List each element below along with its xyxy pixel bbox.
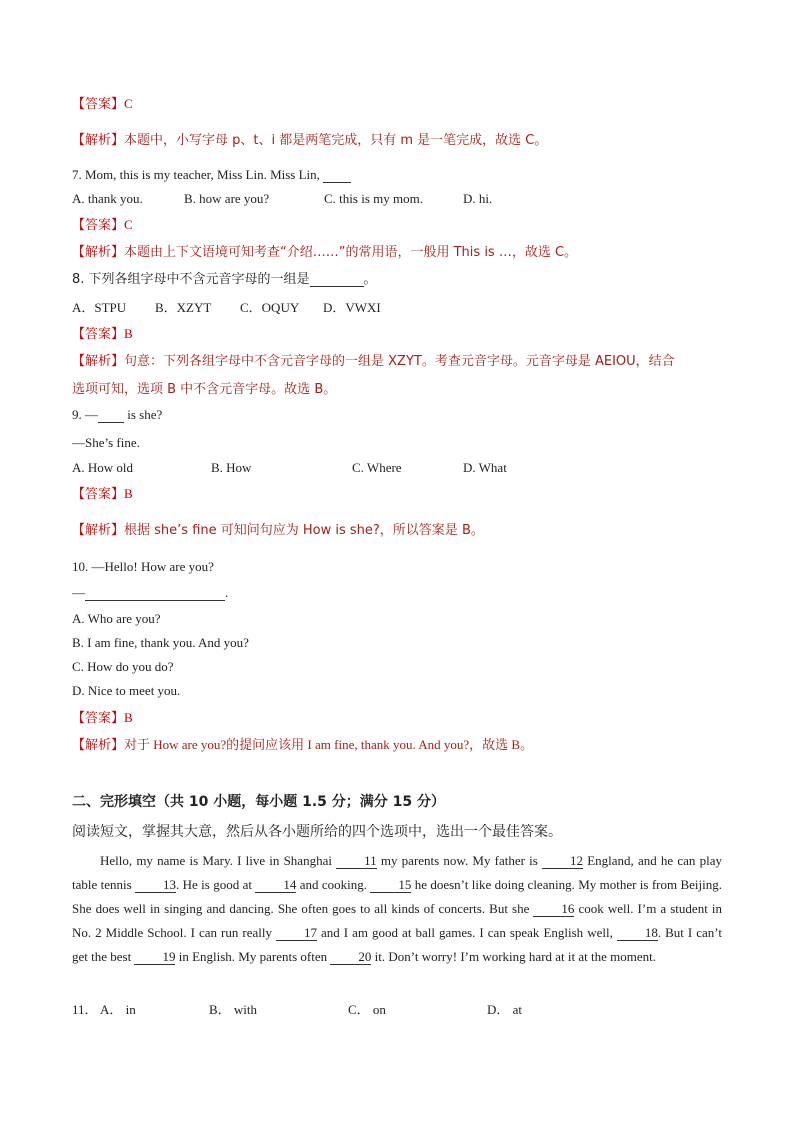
question-text: 8. 下列各组字母中不含元音字母的一组是 [72,272,310,287]
reply-suffix: . [225,585,229,600]
passage-text: in English. My parents often [175,949,331,964]
answer-label: 【答案】 [72,97,125,112]
explain-label: 【解析】 [72,133,125,148]
explain-label: 【解析】 [72,245,125,260]
question-11-label: 11． [72,1002,98,1017]
passage-text: and cooking. [296,877,371,892]
explanation-line-10 [72,736,533,755]
explain-text: 根据 she’s fine 可知问句应为 How is she?，所以答案是 B。 [124,523,484,538]
answer-line-9 [72,485,133,504]
explain-text: 对于 How are you?的提问应该用 I am fine, thank you. And you?，故选 B。 [124,737,534,752]
question-10: 10. —Hello! How are you? [72,559,214,574]
explanation-line-7 [72,243,577,262]
answer-line-8 [72,325,133,344]
option-b: B. How [211,460,252,475]
option-c: C．OQUY [240,300,300,315]
option-d: D. hi. [463,191,493,206]
question-7 [72,166,351,184]
option-d: D． at [487,1002,523,1017]
option-b: B． with [209,1002,258,1017]
explain-text: 本题中，小写字母 p、t、i 都是两笔完成，只有 m 是一笔完成，故选 C。 [124,133,548,148]
option-c: C. this is my mom. [324,191,423,206]
answer-blank [323,167,351,183]
blank-17: 17 [276,926,317,941]
question-10-reply [72,584,228,602]
passage-text: England, and he can play table tennis [72,853,722,892]
option-b: B. I am fine, thank you. And you? [72,635,249,650]
explain-text: 句意：下列各组字母中不含元音字母的一组是 XZYT。考查元音字母。元音字母是 AEIOU，结合 [124,354,675,369]
option-c: C． on [348,1002,386,1017]
blank-11: 11 [336,854,377,869]
option-d: D. What [463,460,507,475]
answer-label: 【答案】 [72,218,125,233]
explain-text: 本题由上下文语境可知考查“介绍……”的常用语，一般用 This is …，故选 C。 [124,245,578,260]
explain-label: 【解析】 [72,738,125,753]
section-instruction: 阅读短文，掌握其大意，然后从各小题所给的四个选项中，选出一个最佳答案。 [72,824,562,840]
answer-blank [85,585,225,601]
passage-text: . But I can’t get the best [72,925,723,964]
explanation-line-9 [72,521,484,540]
section-subtitle: （共 10 小题，每小题 1.5 分；满分 15 分） [156,794,446,810]
passage-text: . He is good at [176,877,256,892]
answer-label: 【答案】 [72,327,125,342]
answer-value: C [124,96,133,111]
answer-blank [310,271,364,287]
question-end: 。 [363,272,377,287]
reply-prefix: — [72,585,85,600]
answer-value: B [124,326,133,341]
blank-19: 19 [134,950,175,965]
option-a: A. Who are you? [72,611,161,626]
question-prefix: 9. — [72,407,98,422]
blank-16: 16 [533,902,574,917]
option-b: B．XZYT [155,300,212,315]
explanation-line-8 [72,352,675,371]
blank-13: 13 [135,878,176,893]
section-heading [72,792,445,812]
passage-text: Hello, my name is Mary. I live in Shanghai [100,853,337,868]
section-title: 二、完形填空 [72,794,156,810]
option-d: D. Nice to meet you. [72,683,181,698]
passage-text: he doesn’t like doing cleaning. My mother is from Beijing. She does well in singing and dancing. She often goes to all kinds of concerts. But she [72,877,722,916]
question-9-reply: —She’s fine. [72,435,140,450]
answer-value: C [124,217,133,232]
passage-text: and I am good at ball games. I can speak English well, [316,925,617,940]
blank-18: 18 [617,926,658,941]
explain-text-cont: 选项可知，选项 B 中不含元音字母。故选 B。 [72,382,337,397]
option-a: A．STPU [72,300,127,315]
answer-blank [98,407,124,423]
blank-20: 20 [330,950,371,965]
question-9 [72,406,162,424]
answer-line-10 [72,709,133,728]
option-a: A． in [100,1002,136,1017]
question-text: 7. Mom, this is my teacher, Miss Lin. Miss Lin, [72,167,324,182]
option-d: D．VWXI [323,300,381,315]
question-8 [72,270,377,289]
answer-label: 【答案】 [72,487,125,502]
answer-line-6 [72,95,133,114]
option-c: C. Where [352,460,402,475]
option-c: C. How do you do? [72,659,174,674]
explain-label: 【解析】 [72,523,125,538]
blank-14: 14 [255,878,296,893]
explanation-line-6 [72,131,547,150]
passage-text: cook well. I’m a student in No. 2 Middle School. I can run really [72,901,722,940]
answer-label: 【答案】 [72,711,125,726]
option-a: A. How old [72,460,134,475]
passage-text: my parents now. My father is [376,853,542,868]
answer-line-7 [72,216,133,235]
passage-text: it. Don’t worry! I’m working hard at it at the moment. [371,949,656,964]
question-suffix: is she? [124,407,163,422]
answer-value: B [124,710,133,725]
blank-15: 15 [370,878,411,893]
explanation-line-8b [72,380,336,399]
cloze-passage [72,849,722,969]
option-b: B. how are you? [184,191,270,206]
explain-label: 【解析】 [72,354,125,369]
blank-12: 12 [542,854,583,869]
answer-value: B [124,486,133,501]
option-a: A. thank you. [72,191,143,206]
